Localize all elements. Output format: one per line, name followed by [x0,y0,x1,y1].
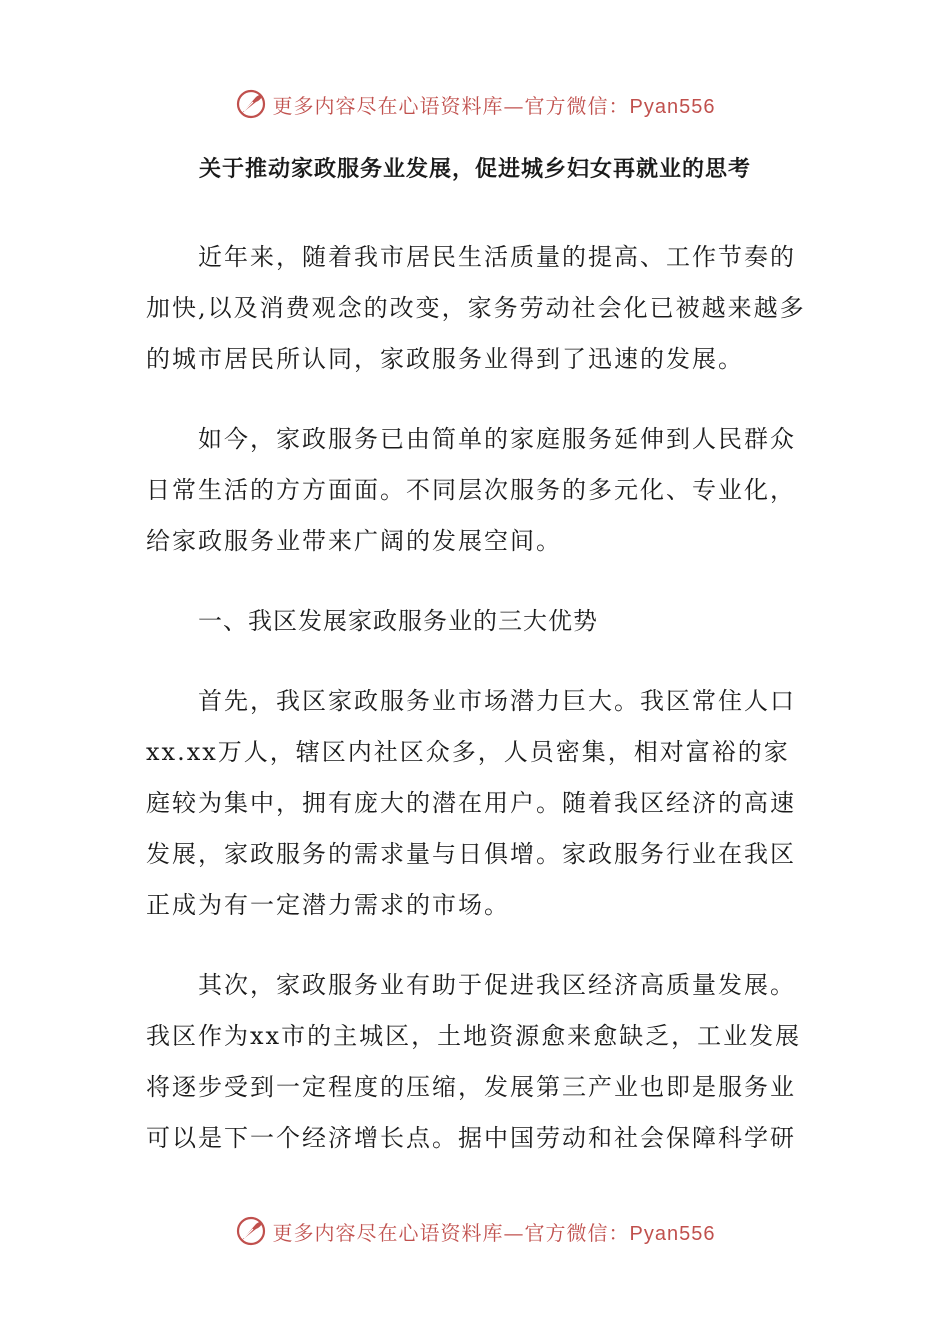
quill-pen-logo-icon [235,1215,267,1247]
paragraph-market-potential: 首先，我区家政服务业市场潜力巨大。我区常住人口xx.xx万人，辖区内社区众多，人员密集，相对富裕的家庭较为集中，拥有庞大的潜在用户。随着我区经济的高速发展，家政服务的需求量与日俱增。家政服务行业在我区正成为有一定潜力需求的市场。 [146,687,796,919]
header-banner [0,84,950,124]
quill-pen-logo-icon [235,88,267,120]
banner-label: 更多内容尽在心语资料库—官方微信： [272,93,630,118]
banner-wechat-id: Pyan556 [629,95,716,118]
section-heading: 一、我区发展家政服务业的三大优势 [198,607,598,635]
paragraph-economic-growth: 其次，家政服务业有助于促进我区经济高质量发展。我区作为xx市的主城区，土地资源愈来愈缺乏，工业发展将逐步受到一定程度的压缩，发展第三产业也即是服务业可以是下一个经济增长点。据中国劳动和社会保障科学研 [146,971,802,1152]
banner-text [273,1217,716,1246]
document-body [146,232,806,1193]
document-title: 关于推动家政服务业发展，促进城乡妇女再就业的思考 [198,157,751,182]
banner-text [273,90,716,119]
banner-label: 更多内容尽在心语资料库—官方微信： [272,1220,630,1245]
paragraph-current-status: 如今，家政服务已由简单的家庭服务延伸到人民群众日常生活的方方面面。不同层次服务的多元化、专业化，给家政服务业带来广阔的发展空间。 [146,425,796,555]
paragraph-intro: 近年来，随着我市居民生活质量的提高、工作节奏的加快,以及消费观念的改变，家务劳动社会化已被越来越多的城市居民所认同，家政服务业得到了迅速的发展。 [146,243,806,373]
banner-wechat-id: Pyan556 [629,1222,716,1245]
footer-banner [0,1211,950,1251]
